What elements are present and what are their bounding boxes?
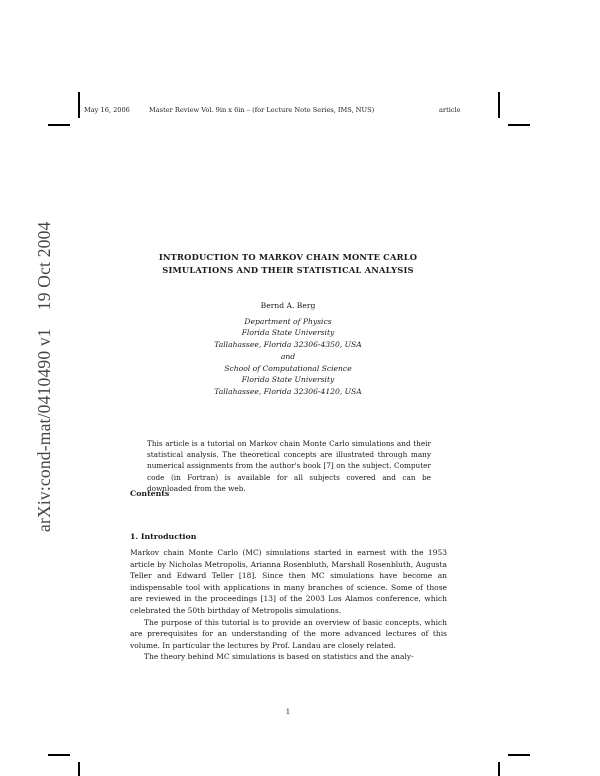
title-line-2: SIMULATIONS AND THEIR STATISTICAL ANALYSIS: [162, 265, 414, 275]
arxiv-id: arXiv:cond-mat/0410490 v1: [34, 328, 54, 532]
crop-mark-bottom-left-vertical: [78, 762, 80, 776]
section-body: [130, 547, 447, 663]
crop-mark-top-left-vertical: [78, 92, 80, 118]
affiliation-line: and: [280, 351, 296, 361]
affiliation-line: School of Computational Science: [224, 363, 352, 373]
section-heading-introduction: 1. Introduction: [130, 532, 197, 541]
author-block: [160, 300, 416, 398]
affiliation-line: Department of Physics: [244, 316, 332, 326]
affiliation-line: Tallahassee, Florida 32306-4120, USA: [214, 386, 362, 396]
crop-mark-top-right-vertical: [498, 92, 500, 118]
crop-mark-bottom-right-vertical: [498, 762, 500, 776]
page-number: 1: [285, 708, 291, 716]
crop-mark-bottom-right-horizontal: [508, 754, 530, 756]
paper-title: [110, 251, 466, 277]
author-name: Bernd A. Berg: [260, 301, 316, 310]
crop-mark-bottom-left-horizontal: [48, 754, 70, 756]
arxiv-stamp: [34, 222, 55, 533]
abstract: This article is a tutorial on Markov chain Monte Carlo simulations and their statistical analysis. The theoretical concepts are illustrated through many numerical assignments from the author's book [7] on the subject. Computer code (in Fortran) is available for all subjects covered and can be downloaded from the web.: [147, 439, 431, 493]
header-date: May 16, 2006: [84, 106, 130, 114]
title-line-1: INTRODUCTION TO MARKOV CHAIN MONTE CARLO: [158, 252, 418, 262]
body-paragraph: The theory behind MC simulations is based on statistics and the analy-: [144, 652, 414, 662]
header-label: article: [439, 106, 461, 114]
affiliation-line: Florida State University: [241, 328, 335, 338]
affiliation-line: Tallahassee, Florida 32306-4350, USA: [214, 340, 362, 350]
contents-heading: Contents: [130, 489, 170, 498]
header-running-title: Master Review Vol. 9in x 6in – (for Lecture Note Series, IMS, NUS): [149, 106, 375, 114]
body-paragraph: Markov chain Monte Carlo (MC) simulations started in earnest with the 1953 article by Nicholas Metropolis, Arianna Rosenbluth, Marshall Rosenbluth, Augusta Teller and Edward Teller [18]. Since then MC simulations have become an indispensable tool with applications in many branches of science. Some of those are reviewed in the proceedings [13] of the 2003 Los Alamos conference, which celebrated the 50th birthday of Metropolis simulations.: [130, 548, 447, 615]
arxiv-date: 19 Oct 2004: [34, 221, 54, 311]
crop-mark-top-right-horizontal: [508, 124, 530, 126]
affiliation-line: Florida State University: [241, 375, 335, 385]
body-paragraph: The purpose of this tutorial is to provide an overview of basic concepts, which are prerequisites for an understanding of the more advanced lectures of this volume. In particular the lectures by Prof. Landau are closely related.: [130, 617, 447, 650]
crop-mark-top-left-horizontal: [48, 124, 70, 126]
